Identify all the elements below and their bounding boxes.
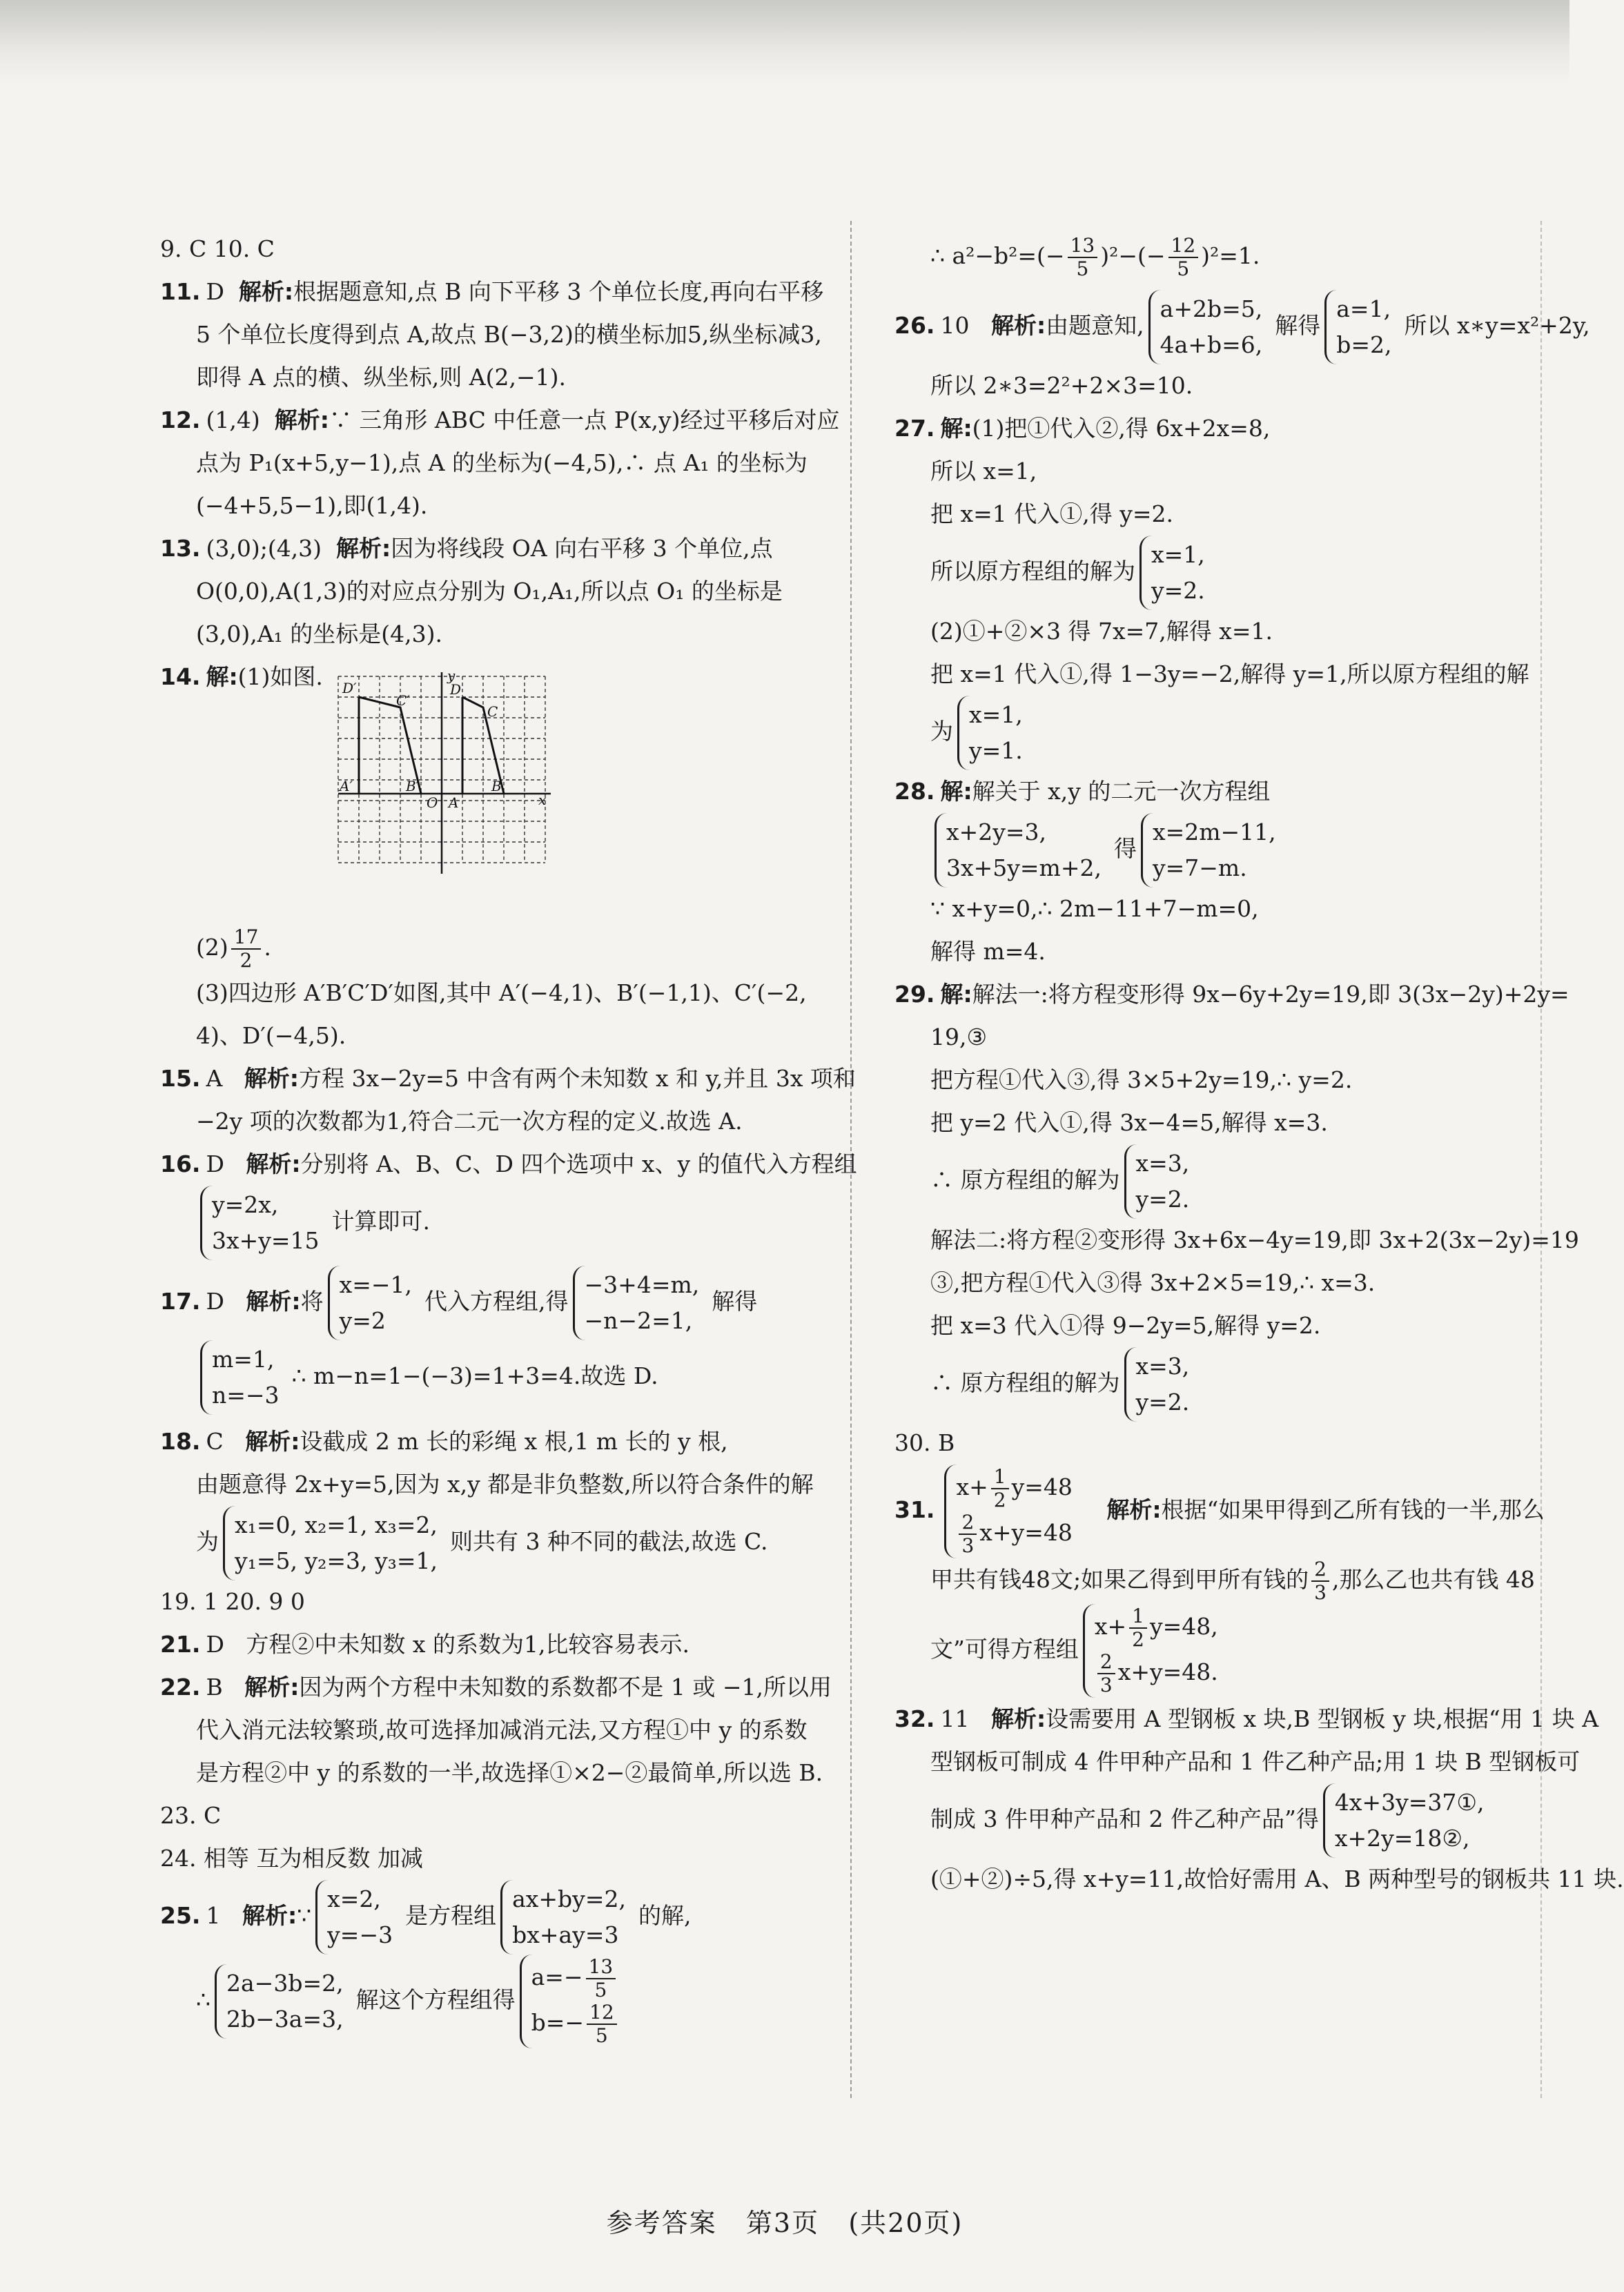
equation-system: a+2b=5, 4a+b=6, [1148,290,1271,364]
footer-total: (共20页) [848,2208,963,2238]
answer-25-continued: ∴ a²−b²=(− $\frac{13}{5}$ )²−(− $\frac{12}{5}$ )²=1. [930,234,1260,280]
answer-9-10: 9. C 10. C [160,235,275,262]
equation-system: x=3, y=2. [1124,1347,1198,1422]
equation-system: m=1, n=−3 [200,1340,288,1415]
equation-system: x+ $\frac{1}{2}$ y=48 $\frac{2}{3}$ x+y=48 [944,1465,1080,1558]
coordinate-grid-figure [331,669,552,876]
label-d-prime: D′ [342,680,357,696]
equation-system: a=1, b=2, [1324,290,1400,364]
fraction: $\frac{13}{5}$ [586,1956,616,2001]
answer-12: 12. (1,4) 解析:∵ 三角形 ABC 中任意一点 P(x,y)经过平移后对应 点为 P₁(x+5,y−1),点 A 的坐标为(−4,5),∴ 点 A₁ 的坐标为 (−4+5,5−1),即(1,4). [160,407,840,519]
answer-18: 18. C 解析:设截成 2 m 长的彩绳 x 根,1 m 长的 y 根, 由题意得 2x+y=5,因为 x,y 都是非负整数,所以符合条件的解 为 x₁=0, x₂=1, x₃=2, y₁=5, y₂=3, y₃=1, 则共有 3 种不同的截法,故选 C. [160,1420,823,1580]
fraction: $\frac{13}{5}$ [1068,235,1098,280]
answer-13: 13. (3,0);(4,3) 解析:因为将线段 OA 向右平移 3 个单位,点 O(0,0),A(1,3)的对应点分别为 O₁,A₁,所以点 O₁ 的坐标是 (3,0),A₁ 的坐标是(4,3). [160,535,783,647]
fraction: $\frac{1}{2}$ [991,1466,1009,1511]
fraction: $\frac{17}{2}$ [231,926,262,972]
answer-27: 27. 解:(1)把①代入②,得 6x+2x=8, 所以 x=1, 把 x=1 代入①,得 y=2. 所以原方程组的解为 x=1, y=2. (2)①+②×3 得 7x=7,解得 x=1. 把 x=1 代入①,得 1−3y=−2,解得 y=1,所以原方程组的解 为 x=1, y=1. [894,407,1543,770]
footer-label: 参考答案 [606,2208,717,2238]
answer-30: 30. B [894,1429,955,1456]
equation-system: −3+4=m, −n−2=1, [573,1266,708,1340]
answer-19-20: 19. 1 20. 9 0 [160,1588,305,1615]
label-a: A [449,794,459,811]
fraction: $\frac{2}{3}$ [1311,1558,1329,1604]
answer-14: 14. 解:(1)如图. (2) $\frac{17}{2}$ . (3)四边形 A′B′C′D′如图,其中 A′(−4,1)、B′(−1,1)、C′(−2, 4)、D′(−4,5). [160,656,823,1057]
left-column [160,228,857,2048]
right-column [894,234,1624,1901]
answer-16: 16. D 解析:分别将 A、B、C、D 四个选项中 x、y 的值代入方程组 y=2x, 3x+y=15 计算即可. [160,1143,823,1260]
equation-system: x=2m−11, y=7−m. [1141,813,1284,888]
scan-top-shadow [0,0,1569,83]
label-y-axis: y [447,667,456,684]
answer-22: 22. B 解析:因为两个方程中未知数的系数都不是 1 或 −1,所以用 代入消元法较繁琐,故可选择加减消元法,又方程①中 y 的系数 是方程②中 y 的系数的一半,故选择①×2−②最简单,所以选 B. [160,1674,832,1786]
label-b: B [491,778,502,794]
equation-system: x+ $\frac{1}{2}$ y=48, $\frac{2}{3}$ x+y=48. [1083,1604,1226,1698]
label-b-prime: B′ [406,778,420,794]
answer-21: 21. D 方程②中未知数 x 的系数为1,比较容易表示. [160,1631,689,1658]
equation-system: x=3, y=2. [1124,1144,1198,1219]
answer-23: 23. C [160,1802,222,1829]
label-c-prime: C′ [396,692,410,709]
answer-31: 31. x+ $\frac{1}{2}$ y=48 $\frac{2}{3}$ x+y=48 解析:根据“如果甲得到乙所有钱的一半,那么 甲共有钱48文;如果乙得到甲所有钱的 $\frac{2}{3}$ ,那么乙也共有钱 48 文”可得方程组 x+ $\frac{1}{2}$ y=48, $\frac{2}{3}$ x+y=48. [894,1465,1545,1696]
label-origin: O [427,794,438,811]
fraction: $\frac{1}{2}$ [1129,1605,1147,1651]
footer-page: 第3页 [745,2208,820,2238]
equation-system: ax+by=2, bx+ay=3 [500,1880,634,1955]
page-footer [0,2202,1569,2240]
fraction: $\frac{2}{3}$ [959,1511,977,1557]
equation-system: 4x+3y=37①, x+2y=18②, [1323,1783,1493,1858]
equation-system: x=1, y=2. [1139,536,1213,610]
equation-system: x=−1, y=2 [328,1266,420,1340]
answer-11: 11. D 解析:根据题意知,点 B 向下平移 3 个单位长度,再向右平移 5 个单位长度得到点 A,故点 B(−3,2)的横坐标加5,纵坐标减3, 即得 A 点的横、纵坐标,则 A(2,−1). [160,278,824,391]
label-c: C [487,703,498,720]
equation-system: x=1, y=1. [957,696,1031,770]
fraction: $\frac{12}{5}$ [587,2001,617,2047]
answer-24: 24. 相等 互为相反数 加减 [160,1845,423,1872]
fraction: $\frac{2}{3}$ [1097,1651,1115,1696]
answer-26: 26. 10 解析:由题意知, a+2b=5, 4a+b=6, 解得 a=1, b=2, 所以 x∗y=x²+2y, 所以 2∗3=2²+2×3=10. [894,290,1543,407]
equation-system: x₁=0, x₂=1, x₃=2, y₁=5, y₂=3, y₃=1, [223,1506,446,1580]
equation-system: x=2, y=−3 [315,1880,401,1955]
label-x-axis: x [538,792,547,808]
answer-32: 32. 11 解析:设需要用 A 型钢板 x 块,B 型钢板 y 块,根据“用 1 块 A 型钢板可制成 4 件甲种产品和 1 件乙种产品;用 1 块 B 型钢板可 制成 3 件甲种产品和 2 件乙种产品”得 4x+3y=37①, x+2y=18②, (①+②)÷5,得 x+y=11,故恰好需用 A、B 两种型号的钢板共 11 块. [894,1705,1624,1892]
label-a-prime: A′ [340,778,353,794]
fraction: $\frac{12}{5}$ [1168,235,1199,280]
answer-25: 25. 1 解析:∵ x=2, y=−3 是方程组 ax+by=2, bx+ay=3 的解, ∴ 2a−3b=2, 2b−3a=3, 解这个方程组得 a=− $\frac{13}{5}$ b=− $\frac{12}{5}$ [160,1880,823,2048]
answer-28: 28. 解:解关于 x,y 的二元一次方程组 x+2y=3, 3x+5y=m+2, 得 x=2m−11, y=7−m. ∵ x+y=0,∴ 2m−11+7−m=0, 解得 m=4. [894,770,1543,973]
answer-29: 29. 解:解法一:将方程变形得 9x−6y+2y=19,即 3(3x−2y)+2y= 19,③ 把方程①代入③,得 3×5+2y=19,∴ y=2. 把 y=2 代入①,得 3x−4=5,解得 x=3. ∴ 原方程组的解为 x=3, y=2. 解法二:将方程②变形得 3x+6x−4y=19,即 3x+2(3x−2y)=19 ③,把方程①代入③得 3x+2×5=19,∴ x=3. 把 x=3 代入①得 9−2y=5,解得 y=2. ∴ 原方程组的解为 x=3, y=2. [894,973,1543,1422]
equation-system: 2a−3b=2, 2b−3a=3, [215,1964,352,2039]
equation-system: y=2x, 3x+y=15 [200,1186,328,1260]
label-d: D [450,681,462,698]
equation-system: x+2y=3, 3x+5y=m+2, [935,813,1110,888]
answer-15: 15. A 解析:方程 3x−2y=5 中含有两个未知数 x 和 y,并且 3x 项和 −2y 项的次数都为1,符合二元一次方程的定义.故选 A. [160,1065,856,1135]
answer-17: 17. D 解析:将 x=−1, y=2 代入方程组,得 −3+4=m, −n−2=1, 解得 m=1, n=−3 ∴ m−n=1−(−3)=1+3=4.故选 D. [160,1266,823,1415]
equation-system: a=− $\frac{13}{5}$ b=− $\frac{12}{5}$ [520,1955,628,2048]
